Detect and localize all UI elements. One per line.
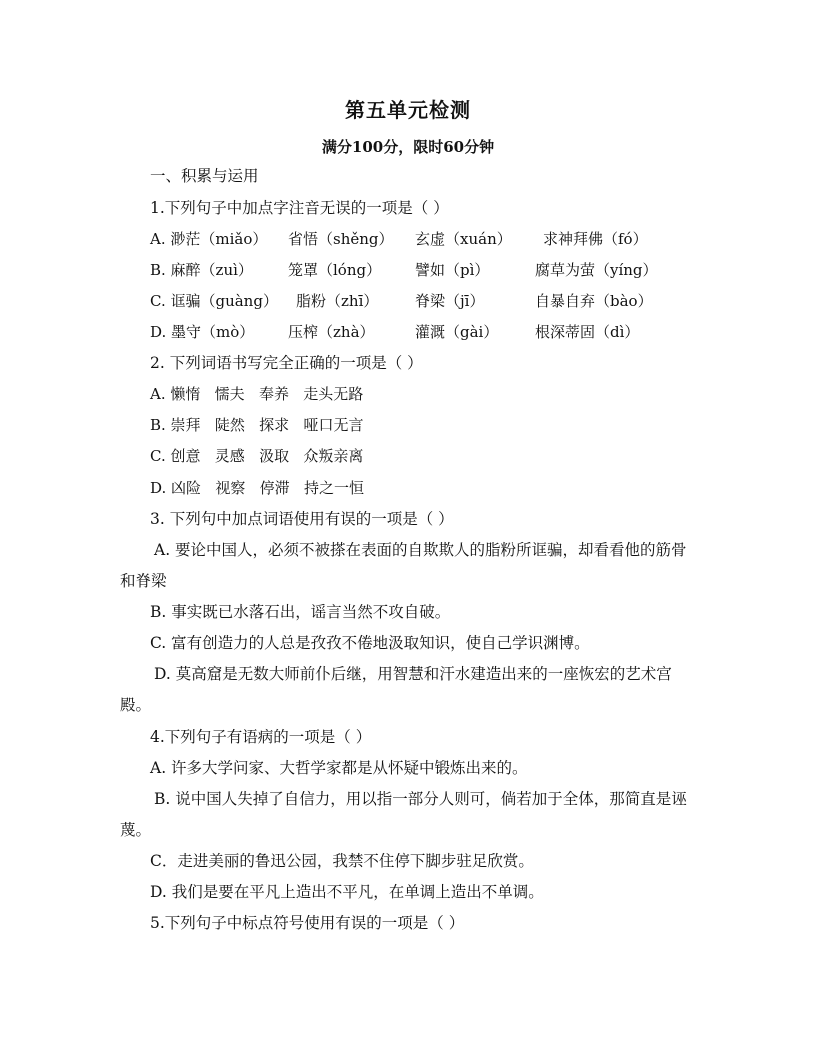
question-2-option-d: D. 凶险 视察 停滞 持之一恒 (150, 479, 364, 497)
q1-b-item-3: 譬如（pì） (415, 261, 490, 279)
q1-c-item-1: C. 诓骗（guàng） (150, 292, 278, 310)
q1-c-item-4: 自暴自弃（bào） (535, 292, 653, 310)
q1-a-item-4: 求神拜佛（fó） (543, 230, 648, 248)
q1-c-item-3: 脊梁（jī） (415, 292, 485, 310)
q1-d-item-4: 根深蒂固（dì） (535, 323, 640, 341)
question-2-option-b: B. 崇拜 陡然 探求 哑口无言 (150, 416, 364, 434)
question-3-option-d: D. 莫高窟是无数大师前仆后继，用智慧和汗水建造出来的一座恢宏的艺术宫殿。 (120, 665, 672, 714)
question-3-stem: 3. 下列句中加点词语使用有误的一项是（ ） (150, 510, 454, 528)
question-4-option-b: B. 说中国人失掉了自信力，用以指一部分人则可，倘若加于全体，那简直是诬蔑。 (120, 790, 687, 839)
q1-d-item-2: 压榨（zhà） (288, 323, 375, 341)
question-4-option-d: D. 我们是要在平凡上造出不平凡，在单调上造出不单调。 (150, 883, 544, 901)
question-2-option-c: C. 创意 灵感 汲取 众叛亲离 (150, 447, 364, 465)
question-3-option-c: C. 富有创造力的人总是孜孜不倦地汲取知识，使自己学识渊博。 (150, 634, 590, 652)
q1-b-item-2: 笼罩（lóng） (288, 261, 382, 279)
page-title: 第五单元检测 (345, 98, 471, 122)
question-3-option-a: A. 要论中国人，必须不被搽在表面的自欺欺人的脂粉所诓骗，却看看他的筋骨和脊梁 (120, 541, 687, 590)
q1-a-item-3: 玄虚（xuán） (415, 230, 512, 248)
q1-d-item-1: D. 墨守（mò） (150, 323, 255, 341)
section-heading: 一、积累与运用 (150, 167, 259, 185)
q1-c-item-2: 脂粉（zhī） (296, 292, 379, 310)
q1-b-item-4: 腐草为萤（yíng） (535, 261, 658, 279)
question-5-stem: 5.下列句子中标点符号使用有误的一项是（ ） (150, 914, 465, 932)
question-4-stem: 4.下列句子有语病的一项是（ ） (150, 728, 372, 746)
question-1-stem: 1.下列句子中加点字注音无误的一项是（ ） (150, 199, 449, 217)
question-2-option-a: A. 懒惰 懦夫 奉养 走头无路 (150, 385, 364, 403)
question-4-option-a: A. 许多大学问家、大哲学家都是从怀疑中锻炼出来的。 (150, 759, 528, 777)
q1-d-item-3: 灌溉（gài） (415, 323, 499, 341)
question-3-option-b: B. 事实既已水落石出，谣言当然不攻自破。 (150, 603, 451, 621)
q1-a-item-1: A. 渺茫（miǎo） (150, 230, 268, 248)
question-2-stem: 2. 下列词语书写完全正确的一项是（ ） (150, 354, 423, 372)
question-4-option-c: C．走进美丽的鲁迅公园，我禁不住停下脚步驻足欣赏。 (150, 852, 534, 870)
page-subtitle: 满分100分，限时60分钟 (321, 138, 495, 156)
q1-a-item-2: 省悟（shěng） (288, 230, 394, 248)
q1-b-item-1: B. 麻醉（zuì） (150, 261, 253, 279)
